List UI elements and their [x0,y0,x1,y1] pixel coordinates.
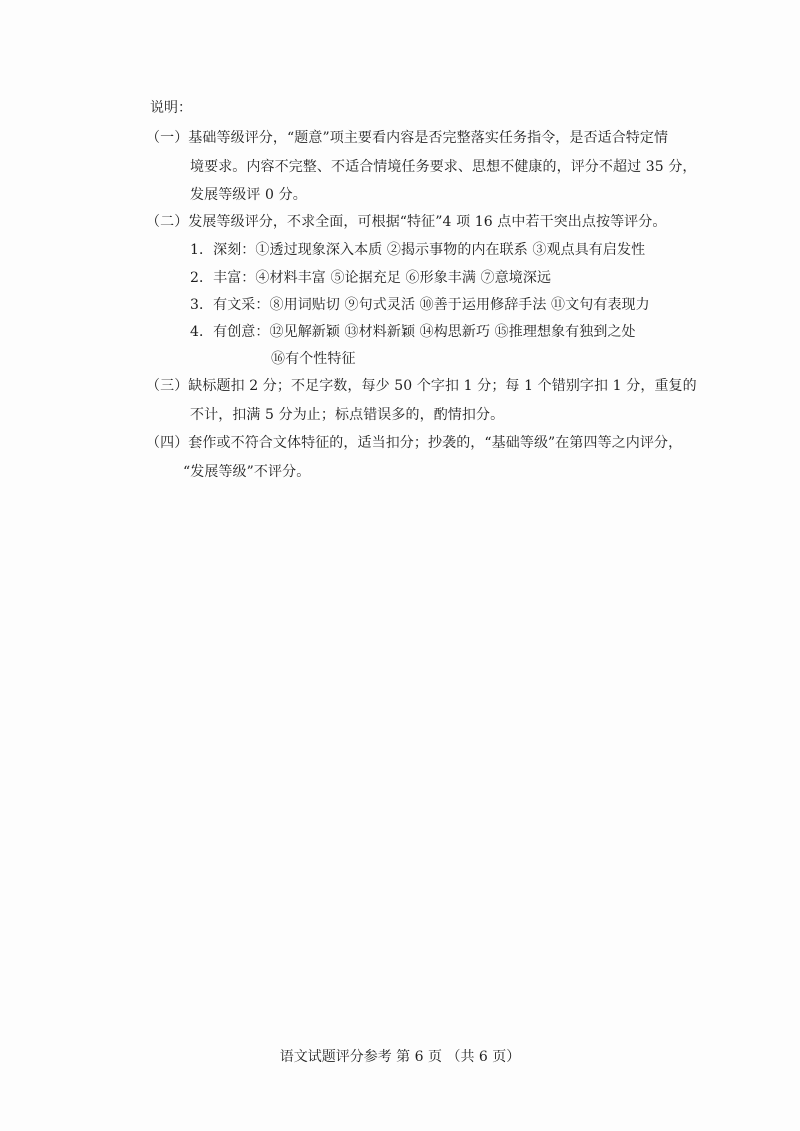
section-1-line-2: 境要求。内容不完整、不适合情境任务要求、思想不健康的，评分不超过 35 分， [190,159,697,175]
section-2-item-4: 4．有创意：⑫见解新颖 ⑬材料新颖 ⑭构思新巧 ⑮推理想象有独到之处 [190,324,636,340]
section-1-line-1: （一）基础等级评分，“题意”项主要看内容是否完整落实任务指令，是否适合特定情 [146,130,669,146]
section-2-item-2: 2．丰富：④材料丰富 ⑤论据充足 ⑥形象丰满 ⑦意境深远 [190,270,552,286]
section-1-line-3: 发展等级评 0 分。 [190,187,307,203]
section-2-line-1: （二）发展等级评分，不求全面，可根据“特征”4 项 16 点中若干突出点按等评分。 [146,214,667,230]
section-2-item-3: 3．有文采：⑧用词贴切 ⑨句式灵活 ⑩善于运用修辞手法 ⑪文句有表现力 [190,297,650,313]
page-footer: 语文试题评分参考 第 6 页 （共 6 页） [279,1049,521,1065]
section-4-line-2: “发展等级”不评分。 [183,464,311,480]
section-2-item-4-continued: ⑯有个性特征 [271,351,356,367]
section-2-item-1: 1．深刻：①透过现象深入本质 ②揭示事物的内在联系 ③观点具有启发性 [190,242,646,258]
section-4-line-1: （四）套作或不符合文体特征的，适当扣分；抄袭的，“基础等级”在第四等之内评分， [146,435,683,451]
heading-notes: 说明： [150,100,192,116]
section-3-line-2: 不计，扣满 5 分为止；标点错误多的，酌情扣分。 [190,407,505,423]
section-3-line-1: （三）缺标题扣 2 分；不足字数，每少 50 个字扣 1 分；每 1 个错别字扣 1 分，重复的 [146,378,697,394]
